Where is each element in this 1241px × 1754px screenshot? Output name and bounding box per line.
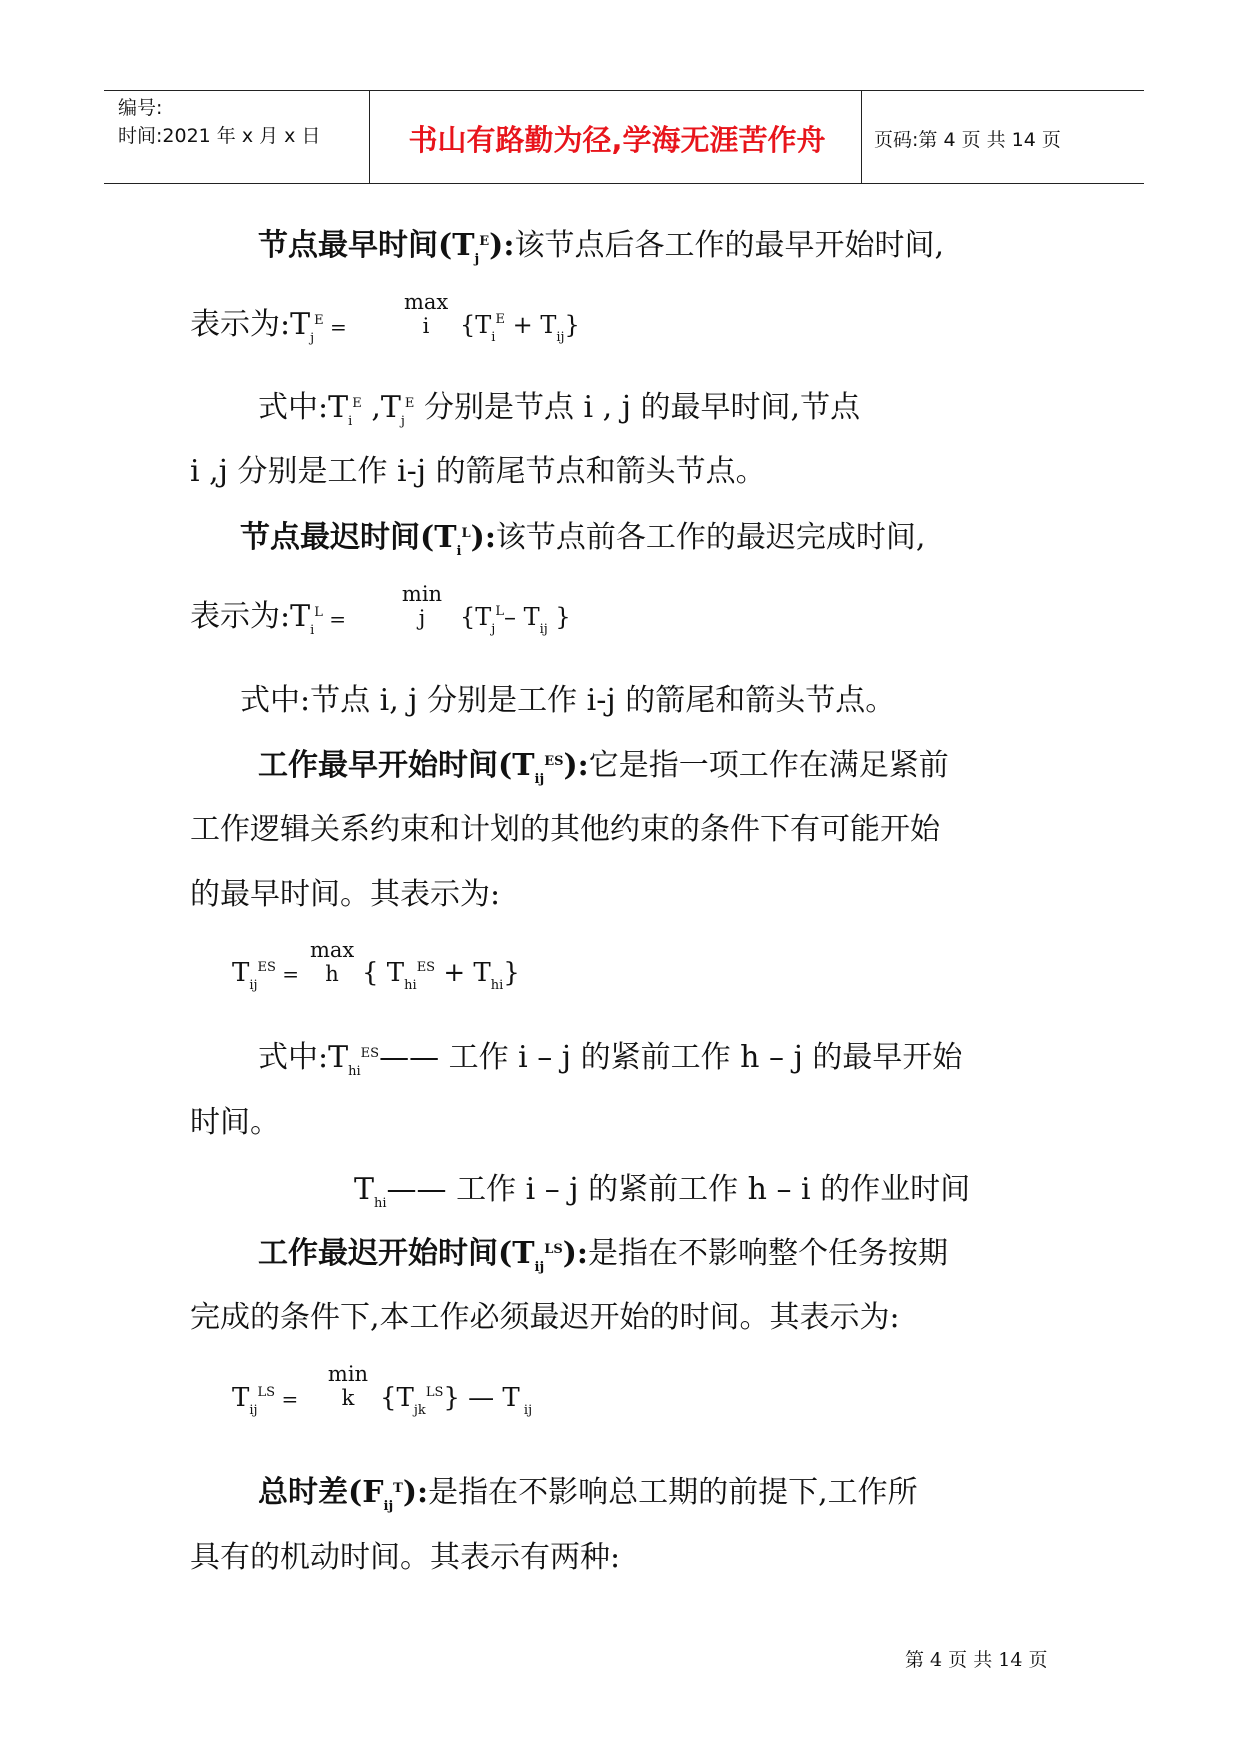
p7-line: $T_{hi}——$ 工作 i – j 的紧前工作 h – i 的作业时间 [354, 1172, 971, 1211]
p6-line2: 时间。 [190, 1105, 280, 1140]
header-motto: 书山有路勤为径,学海无涯苦作舟 [408, 123, 826, 157]
p5-line2: 工作逻辑关系约束和计划的其他约束的条件下有可能开始 [190, 812, 940, 847]
p3-heading: 节点最迟时间$(T_i^L)$: [240, 520, 496, 559]
p9-line2: 具有的机动时间。其表示有两种: [190, 1540, 621, 1575]
formula-1-operator: max i [404, 290, 449, 338]
formula-4-body: $\{T_{jk}^{LS}\}$ — T $_{ij}$ [380, 1383, 533, 1418]
formula-3-body: { $T_{hi}^{ES} + T_{hi}$} [362, 958, 520, 993]
formula-1: 表示为$:T_j^E$ = [190, 307, 347, 346]
header-meta [118, 94, 320, 150]
p1-heading: 节点最早时间$(T_j^E)$: [258, 228, 515, 267]
p3-text: 该节点前各工作的最迟完成时间, [495, 520, 926, 555]
p9-line1 [258, 1475, 918, 1517]
p8-text: 是指在不影响整个任务按期 [588, 1236, 948, 1271]
p5-line1 [258, 748, 949, 790]
footer-page-number: 第 4 页 共 14 页 [905, 1649, 1048, 1671]
header-bottom-rule [104, 183, 1144, 184]
header-page-label: 页码:第 4 页 共 14 页 [874, 129, 1061, 151]
header-divider-left [369, 90, 370, 183]
p5-heading: 工作最早开始时间$(T_{ij}^{ES})$: [258, 748, 589, 787]
p3-line [240, 520, 925, 562]
p2-line2: i ,j 分别是工作 i-j 的箭尾节点和箭头节点。 [190, 454, 766, 489]
formula-2-body: {$T_j^L-$ $T_{ij}$ } [460, 603, 571, 637]
p5-text: 它是指一项工作在满足紧前 [588, 748, 949, 783]
p4-line: 式中:节点 i, j 分别是工作 i-j 的箭尾和箭头节点。 [240, 683, 896, 718]
p8-heading: 工作最迟开始时间$(T_{ij}^{LS})$: [258, 1236, 588, 1275]
header-time-label: 时间:2021 年 x 月 x 日 [118, 125, 321, 147]
formula-3-operator: max h [310, 938, 355, 986]
header-top-rule [104, 90, 1144, 91]
p8-line2: 完成的条件下,本工作必须最迟开始的时间。其表示为: [190, 1300, 900, 1335]
p6-line1: 式中$:T_{hi}^{ES}——$ 工作 i – j 的紧前工作 h – j 的最早开始 [258, 1040, 963, 1079]
p1-line [258, 228, 944, 270]
formula-2: 表示为$:T_i^L$ = [190, 599, 347, 638]
formula-3: $T_{ij}^{ES}$ = [232, 958, 300, 993]
formula-2-operator: min j [401, 582, 443, 630]
p9-heading: 总时差$(F_{ij}^T)$: [258, 1475, 429, 1514]
p5-line3: 的最早时间。其表示为: [190, 877, 501, 912]
formula-1-body: $\{T_i^E + T_{ij}\}$ [460, 311, 580, 345]
header-number-label: 编号: [118, 97, 163, 119]
p9-text: 是指在不影响总工期的前提下,工作所 [428, 1475, 918, 1510]
formula-4: $T_{ij}^{LS}$ = [232, 1383, 299, 1418]
p8-line1 [258, 1236, 948, 1278]
p1-text: 该节点后各工作的最早开始时间, [514, 228, 944, 263]
formula-4-operator: min k [327, 1362, 369, 1410]
p2-line1: 式中$:T_i^E$ $,T_j^E$ 分别是节点 i , j 的最早时间,节点 [258, 390, 861, 429]
